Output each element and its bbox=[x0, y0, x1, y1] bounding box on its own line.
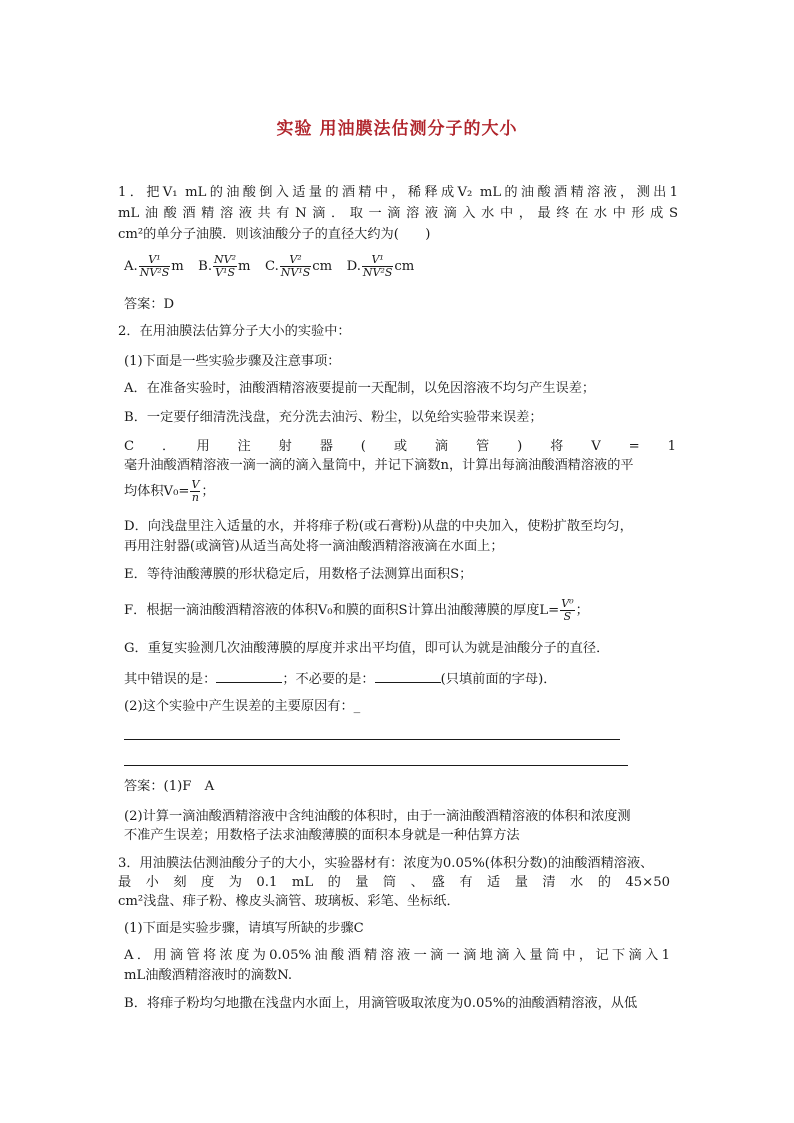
q1-option-b-numerator: NV² bbox=[214, 253, 237, 266]
q2-step-c-line-3 bbox=[124, 477, 215, 507]
q2-fill-note: (只填前面的字母)． bbox=[440, 672, 557, 687]
q1-option-a-label: A. bbox=[124, 259, 138, 274]
q2-answer-line-1[interactable] bbox=[124, 739, 620, 740]
q1-option-d-unit: cm bbox=[394, 259, 415, 274]
q3-step-b-line-1: B．将痱子粉均匀地撒在浅盘内水面上，用滴管吸取浓度为0.05%的油酸酒精溶液，从低 bbox=[124, 996, 638, 1011]
q2-step-e: E．等待油酸薄膜的形状稳定后，用数格子法测算出面积S； bbox=[124, 567, 473, 582]
q3-line-3: cm²浅盘、痱子粉、橡皮头滴管、玻璃板、彩笔、坐标纸． bbox=[118, 894, 460, 909]
q2-step-c-formula-prefix: 均体积V₀= bbox=[124, 484, 190, 499]
q1-line-1: 1．把V₁ mL的油酸倒入适量的酒精中，稀释成V₂ mL的油酸酒精溶液，测出1 bbox=[118, 185, 678, 200]
q2-fill-in bbox=[124, 668, 556, 690]
q2-step-a: A．在准备实验时，油酸酒精溶液要提前一天配制，以免因溶液不均匀产生误差； bbox=[124, 381, 596, 396]
page-title: 实验 用油膜法估测分子的大小 bbox=[276, 119, 518, 139]
q2-step-c-line-2: 毫升油酸酒精溶液一滴一滴的滴入量筒中，并记下滴数n，计算出每滴油酸酒精溶液的平 bbox=[124, 458, 634, 473]
q2-answer-part1: 答案：(1)F A bbox=[124, 779, 215, 794]
q2-step-d-line-1: D．向浅盘里注入适量的水，并将痱子粉(或石膏粉)从盘的中央加入，使粉扩散至均匀， bbox=[124, 519, 633, 534]
q2-step-f-suffix: ； bbox=[575, 603, 589, 618]
q1-option-b-denominator: V¹S bbox=[215, 266, 235, 279]
q1-option-d-numerator: V¹ bbox=[362, 254, 394, 267]
q1-answer: 答案：D bbox=[124, 297, 175, 312]
q1-option-b-unit: m bbox=[238, 259, 251, 274]
q3-step-a-line-2: mL油酸酒精溶液时的滴数N. bbox=[124, 968, 293, 983]
q2-unnecessary-blank[interactable] bbox=[375, 668, 441, 683]
q2-stem: 2．在用油膜法估算分子大小的实验中： bbox=[118, 324, 351, 339]
q3-line-2: 最 小 刻 度 为 0.1 mL 的 量 筒 、 盛 有 适 量 清 水 的 45×50 bbox=[118, 875, 670, 890]
q2-answer-part2-line-2: 不准产生误差；用数格子法求油酸薄膜的面积本身就是一种估算方法 bbox=[124, 828, 520, 843]
q1-option-a-fraction bbox=[139, 254, 171, 279]
q1-option-a-numerator: V¹ bbox=[139, 254, 171, 267]
q1-option-d-denominator: NV²S bbox=[362, 266, 393, 279]
q2-step-c-denominator: n bbox=[191, 491, 199, 504]
q2-fill-errors-label: 其中错误的是： bbox=[124, 672, 217, 687]
q2-step-c-formula-suffix: ； bbox=[201, 484, 215, 499]
q2-step-f-fraction bbox=[560, 598, 574, 623]
q3-line-1: 3．用油膜法估测油酸分子的大小，实验器材有：浓度为0.05%(体积分数)的油酸酒精溶液、 bbox=[118, 856, 654, 871]
q2-part1-intro: (1)下面是一些实验步骤及注意事项： bbox=[124, 354, 341, 369]
q1-option-b-label: B. bbox=[198, 259, 213, 274]
q2-step-f bbox=[124, 596, 589, 626]
q1-option-b-fraction bbox=[213, 254, 237, 279]
q2-step-c-numerator: V bbox=[191, 478, 200, 491]
q2-fill-unnecessary-label: ；不必要的是： bbox=[282, 672, 375, 687]
q1-options bbox=[124, 252, 414, 282]
q1-option-d-label: D. bbox=[346, 259, 361, 274]
q2-step-b: B．一定要仔细清洗浅盘，充分洗去油污、粉尘，以免给实验带来误差； bbox=[124, 410, 543, 425]
q1-line-3: cm²的单分子油膜．则该油酸分子的直径大约为( ) bbox=[118, 227, 431, 242]
q2-step-c-fraction bbox=[190, 479, 200, 504]
q2-answer-line-2[interactable] bbox=[124, 765, 628, 766]
q1-option-d-fraction bbox=[362, 254, 394, 279]
q1-option-c-numerator: V² bbox=[280, 254, 312, 267]
q1-option-c-label: C. bbox=[264, 259, 279, 274]
q3-step-a-line-1: A．用滴管将浓度为0.05%油酸酒精溶液一滴一滴地滴入量筒中，记下滴入1 bbox=[124, 948, 670, 963]
q2-step-c-line-1: C ． 用 注 射 器 ( 或 滴 管 ) 将 V = 1 bbox=[124, 439, 676, 454]
q1-option-a-denominator: NV²S bbox=[139, 266, 170, 279]
q1-option-c-unit: cm bbox=[312, 259, 333, 274]
q1-option-a-unit: m bbox=[171, 259, 184, 274]
q2-answer-part2-line-1: (2)计算一滴油酸酒精溶液中含纯油酸的体积时，由于一滴油酸酒精溶液的体积和浓度测 bbox=[124, 809, 631, 824]
q2-step-g: G．重复实验测几次油酸薄膜的厚度并求出平均值，即可认为就是油酸分子的直径． bbox=[124, 641, 610, 656]
q2-step-d-line-2: 再用注射器(或滴管)从适当高处将一滴油酸酒精溶液滴在水面上； bbox=[124, 539, 504, 554]
q1-option-c-fraction bbox=[280, 254, 312, 279]
q3-part1-intro: (1)下面是实验步骤，请填写所缺的步骤C bbox=[124, 921, 364, 936]
q2-step-f-text: F．根据一滴油酸酒精溶液的体积V₀和膜的面积S计算出油酸薄膜的厚度L= bbox=[124, 603, 560, 618]
q1-option-c-denominator: NV¹S bbox=[280, 266, 311, 279]
q2-step-f-numerator: V⁰ bbox=[561, 597, 574, 610]
q2-part2-question: (2)这个实验中产生误差的主要原因有：_ bbox=[124, 699, 361, 714]
q2-errors-blank[interactable] bbox=[216, 668, 282, 683]
q1-line-2: mL油酸酒精溶液共有N滴．取一滴溶液滴入水中，最终在水中形成S bbox=[118, 206, 678, 221]
q2-step-f-denominator: S bbox=[563, 610, 572, 623]
